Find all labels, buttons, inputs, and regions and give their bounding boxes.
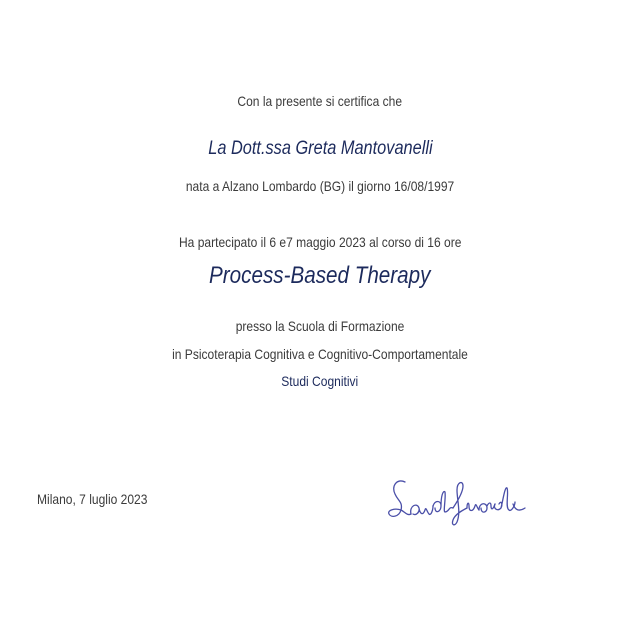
intro-text: Con la presente si certifica che (237, 93, 403, 109)
signature-icon (383, 472, 533, 528)
place-date: Milano, 7 luglio 2023 (37, 491, 148, 507)
school-line-1-text: presso la Scuola di Formazione (235, 318, 405, 334)
school-line-2-text: in Psicoterapia Cognitiva e Cognitivo-Comportamentale (172, 346, 468, 362)
school-name: Studi Cognitivi (281, 373, 359, 389)
birth-info-line (0, 178, 640, 194)
school-line-1 (0, 318, 640, 334)
school-name-line (0, 373, 640, 389)
birth-info-text: nata a Alzano Lombardo (BG) il giorno 16/08/1997 (185, 178, 455, 194)
participation-text: Ha partecipato il 6 e7 maggio 2023 al corso di 16 ore (178, 234, 462, 250)
course-title-line (0, 262, 640, 290)
school-line-2 (0, 346, 640, 362)
recipient-line (0, 138, 640, 160)
course-title: Process-Based Therapy (209, 262, 431, 289)
recipient-name: La Dott.ssa Greta Mantovanelli (207, 138, 433, 159)
intro-line (0, 93, 640, 109)
participation-line (0, 234, 640, 250)
